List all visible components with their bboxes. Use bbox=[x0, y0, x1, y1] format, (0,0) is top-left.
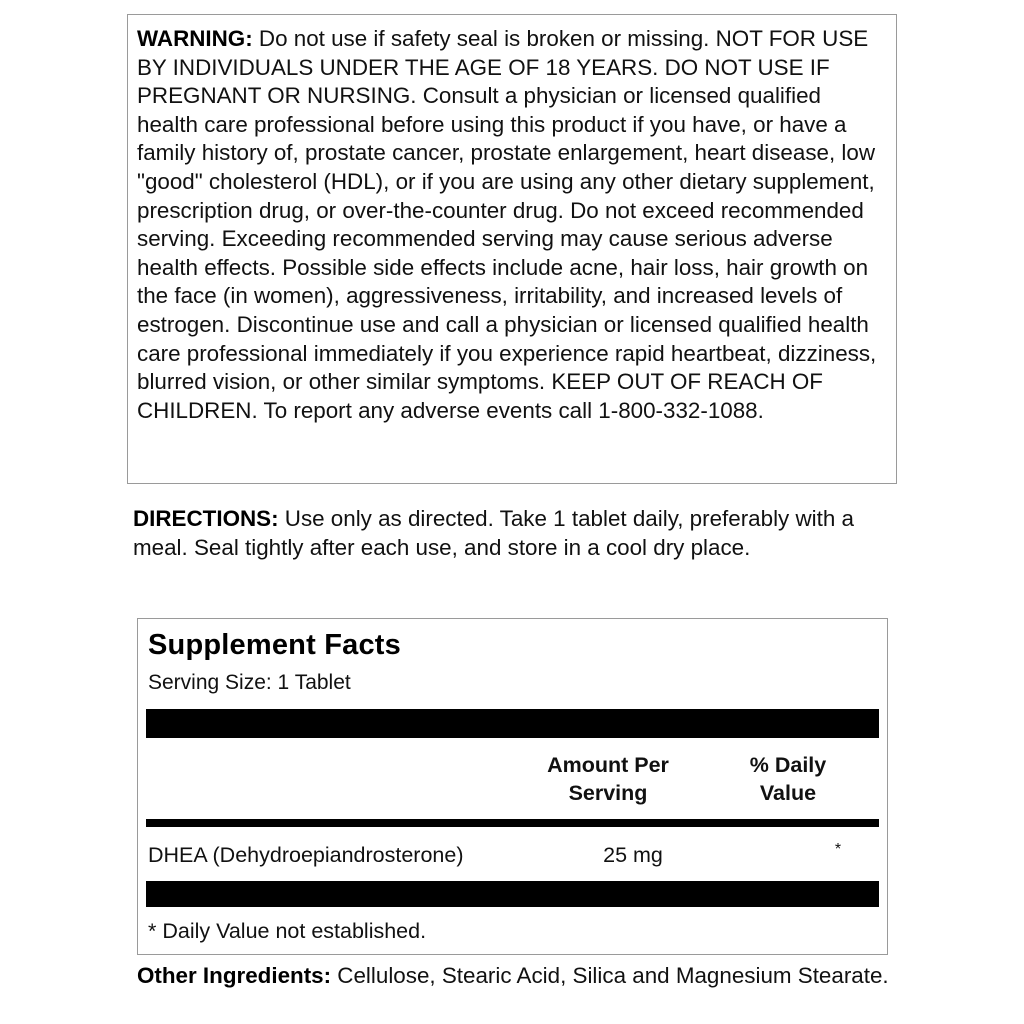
dv-header-line2: Value bbox=[759, 781, 817, 805]
directions-text: Use only as directed. Take 1 tablet daily, preferably with a meal. Seal tightly after each use, and store in a cool dry place. bbox=[133, 506, 854, 560]
supplement-facts-panel bbox=[137, 618, 888, 955]
divider-bar-bottom bbox=[146, 881, 879, 907]
nutrient-name: DHEA (Dehydroepiandrosterone) bbox=[148, 843, 464, 867]
serving-size: Serving Size: 1 Tablet bbox=[148, 671, 351, 694]
nutrient-daily-value: * bbox=[834, 841, 842, 858]
directions-label: DIRECTIONS: bbox=[133, 506, 279, 531]
warning-text: Do not use if safety seal is broken or missing. NOT FOR USE BY INDIVIDUALS UNDER THE AGE OF 18 YEARS. DO NOT USE IF PREGNANT OR NURSING. Consult a physician or licensed qualified health care professional before using this product if you have, or have a family history of, prostate cancer, prostate enlargement, heart disease, low "good" cholesterol (HDL), or if you are using any other dietary supplement, prescription drug, or over-the-counter drug. Do not exceed recommended serving. Exceeding recommended serving may cause serious adverse health effects. Possible side effects include acne, hair loss, hair growth on the face (in women), aggressiveness, irritability, and increased levels of estrogen. Discontinue use and call a physician or licensed qualified health care professional immediately if you experience rapid heartbeat, dizziness, blurred vision, or other similar symptoms. KEEP OUT OF REACH OF CHILDREN. To report any adverse events call 1-800-332-1088. bbox=[137, 26, 877, 423]
amount-header-line2: Serving bbox=[568, 781, 648, 805]
divider-bar-top bbox=[146, 709, 879, 738]
dv-header-line1: % Daily bbox=[749, 753, 827, 777]
supplement-facts-title: Supplement Facts bbox=[148, 629, 401, 661]
daily-value-footnote: * Daily Value not established. bbox=[148, 919, 427, 943]
daily-value-header bbox=[723, 751, 853, 807]
other-ingredients-label: Other Ingredients: bbox=[137, 963, 332, 988]
warning-label: WARNING: bbox=[137, 26, 253, 51]
nutrient-amount: 25 mg bbox=[603, 843, 663, 867]
other-ingredients-text: Cellulose, Stearic Acid, Silica and Magnesium Stearate. bbox=[331, 963, 889, 988]
amount-header-line1: Amount Per bbox=[547, 753, 669, 777]
directions-section bbox=[133, 505, 893, 562]
warning-box bbox=[127, 14, 897, 484]
amount-per-serving-header bbox=[528, 751, 688, 807]
other-ingredients-section bbox=[137, 962, 897, 991]
divider-bar-middle bbox=[146, 819, 879, 827]
